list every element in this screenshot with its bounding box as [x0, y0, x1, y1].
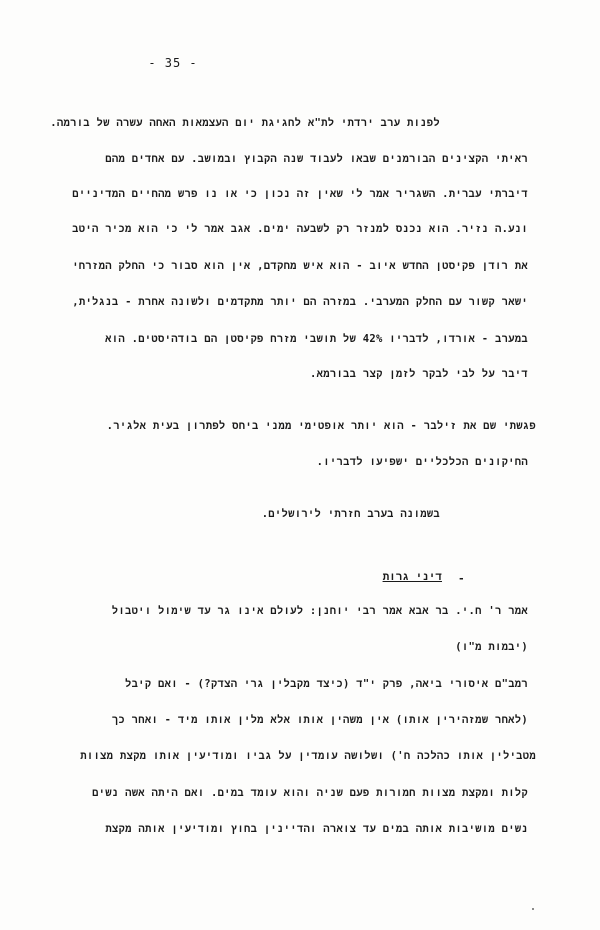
section-heading: דיני גרות: [382, 570, 442, 583]
section-line-7: נשים מושיבות אותה במים עד צוארה והדיינין בחוץ ומודיעין אותה מקצת: [105, 823, 528, 835]
page-number: - 35 -: [148, 56, 198, 70]
paragraph-2-line-1: פגשתי שם את זילבר - הוא יותר אופטימי ממני ביחס לפתרון בעית אלגיר.: [106, 420, 536, 432]
paragraph-2-line-2: החיקונים הכלכליים ישפיעו לדבריו.: [316, 456, 528, 468]
paragraph-1-line-4: ונע.ה נזיר. הוא נכנס למנזר רק לשבעה ימים. אגב אמר לי כי הוא מכיר היטב: [72, 223, 528, 235]
section-line-1: אמר ר' ח.י. בר אבא אמר רבי יוחנן: לעולם אינו גר עד שימול ויטבול: [111, 605, 528, 617]
paragraph-1-line-2: ראיתי הקצינים הבורמנים שבאו לעבוד שנה הקבוץ ובמושב. עם אחדים מהם: [105, 153, 528, 165]
paragraph-1-line-1: לפנות ערב ירדתי לת"א לחגיגת יום העצמאות האחה עשרה של בורמה.: [50, 117, 440, 129]
paragraph-1-line-5: את רודן פקיסטן החדש איוב - הוא איש מחקדם, אין הוא סבור כי החלק המזרחי: [72, 260, 528, 272]
paragraph-1-line-8: דיבר על לבי לבקר לזמן קצר בבורמא.: [310, 368, 528, 380]
section-dash: -: [458, 572, 465, 585]
section-line-2: (יבמות מ"ו): [455, 641, 528, 653]
section-line-6: קלות ומקצת מצוות חמורות פעם שניה והוא עומד במים. ואם היתה אשה נשים: [92, 787, 528, 799]
section-line-3: רמב"ם איסורי ביאה, פרק י"ד (כיצד מקבלין גרי הצדק?) - ואם קיבל: [124, 678, 528, 690]
paper-speck: [532, 908, 534, 910]
paragraph-3-line-1: בשמונה בערב חזרתי לירושלים.: [261, 508, 440, 520]
section-line-5: מטבילין אותו כהלכה ח') ושלושה עומדין על גביו ומודיעין אותו מקצת מצוות: [80, 750, 536, 762]
section-line-4: (לאחר שמזהירין אותו) אין משהין אותו אלא מלין אותו מיד - ואחר כך: [111, 714, 528, 726]
paragraph-1-line-3: דיברתי עברית. השגריר אמר לי שאין זה נכון כי או נו פרש מהחיים המדיניים: [72, 188, 528, 200]
paragraph-1-line-6: ישאר קשור עם החלק המערבי. במזרה הם יותר מתקדמים ולשונה אחרת - בנגלית,: [72, 296, 528, 308]
paragraph-1-line-7: במערב - אורדו, לדבריו 42% של תושבי מזרח פקיסטן הם בודהיסטים. הוא: [105, 333, 528, 345]
